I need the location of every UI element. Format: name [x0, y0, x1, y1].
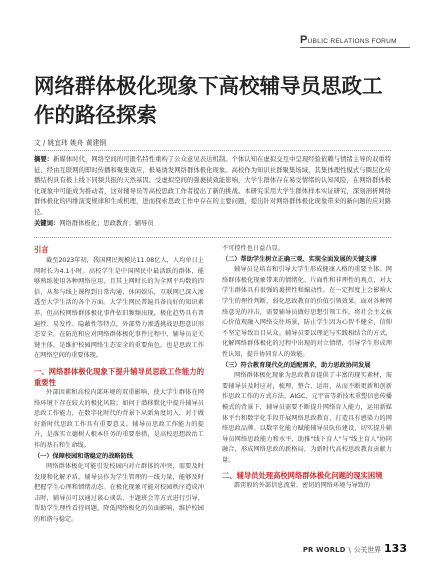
section-rest: UBLIC RELATIONS FORUM	[307, 38, 397, 45]
page-number: 133	[384, 542, 407, 555]
keywords: 网络群体极化；思政教育；辅导员	[59, 219, 154, 227]
subsection1-paragraph: 网络群体极化可能引发校园内对立群体的冲突，需要及时发现和化解矛盾。辅导员作为学生管理的一线力量，能够及时把握学生心理和情绪动态。在极化现象可能对校园秩序造成冲击时，辅导员可以通过谈心谈话、主题班会等方式进行引导，帮助学生理性看待问题，降低网络极化的负面影响，维护校园的和谐与稳定。	[34, 463, 204, 524]
abstract-bottom-rule	[34, 237, 391, 238]
abstract-text: 新媒体时代，网络空间的可匿名特性重构了公众意见表达机制。个体认知在虚拟交互中呈现经验依赖与情绪主导的双重特征，经由互联网的即时传播和聚集效应，极易诱发网络群体极化现象。高校作为知识社群聚集场域，其集体理性模式与圈层化传播结构具有极上线下同频共振的天然基因。受虚拟空间的强裹挟效能影响，大学生群体存在易受情绪的认知风险，在网络群体极化现象中可能成为推动者，这对辅导员等高校思政工作者提出了新的挑战。本研究采用大学生群体样本实证研究，深刻剖析网络群体极化的四维演变规律和生成机理，进而探索思政工作中存在的主要问题，提出针对网络群体极化现象带来的新问题的应对路径。	[34, 156, 392, 216]
section1-heading: 一、网络群体极化现象下提升辅导员思政工作能力的重要性	[34, 366, 204, 387]
intro-paragraph: 截至2023年初，我国网民规模达11.08亿人，人均单日上网时长为4.1小时。高校学生是中国网民中最活跃的群体，能够熟练使用各种网络应用，且其上网时长的为全网平均数的四倍，从参与线上课程到日常沟通、休闲娱乐，互联网已深入渗透至大学生活的各个方面。大学生网民普遍具备良好的知识素养，但高校网络群体极化事件依旧频频出现，极化趋势具有普遍性、易发性、隐蔽性等特点，外部势力渗透挑战思想意识形态安全，在防范和应对网络群体极化事件过程中，辅导员是关键主体，是维护校园网络生态安全的重要角色，也是思政工作在网络空间的重要体现。	[34, 257, 204, 360]
section2-paragraph: 霹雳般的外部信息流量、密切的网络环境与导致的	[234, 482, 371, 490]
intro-heading: 引言	[34, 245, 49, 254]
subsection2-heading: （二）帮助学生树立正确三观、实现全面发展的关键支撑	[222, 255, 377, 263]
section2-heading: 二、辅导员处理高校网络群体极化问题的现实困境	[222, 471, 383, 481]
running-header	[300, 34, 410, 46]
subsection1-heading: （一）保障校园和谐稳定的战略防线	[34, 452, 133, 460]
continued-paragraph: 不可控性也日益凸显。	[222, 245, 284, 252]
section1-paragraph: 外部因素和高校内部环境的双重影响，使大学生群体在网络环境下存在较大的极化风险。如何于潜移默化中提升辅导员思政工作能力，在数字化时代的背景下从新角度切入，对于做好新时代思政工作具有重要意义。辅导员思政工作能力的提升，是落实立德树人根本任务的重要举措，是高校思想政治工作的基石和生命线。	[34, 388, 204, 449]
magazine-cn-name: 公关世界	[353, 546, 382, 554]
abstract-top-rule	[34, 150, 391, 151]
article-title: 网络群体极化现象下高校辅导员思政工作的路径探索	[34, 74, 383, 127]
subsection3-heading: （三）符合教育现代化的适配需求，助力思政协同发展	[222, 361, 371, 369]
abstract-label: 摘要：	[34, 156, 54, 163]
section-label	[300, 34, 410, 46]
left-column	[34, 244, 204, 526]
subsection2-paragraph: 辅导员是培育和引导大学生形成健康人格的重要主体。网络群体极化现象带来的情绪化、片面性和非理性的观点，对大学生群体具有很强的裹挟性和煽动性。在一定程度上会影响大学生的理性判断，弱化思政教育的价值引领效果。面对各种网络意见的冲击，需要辅导员做好思想引领工作，将社会主义核心价值观融入网络交往场景，防止学生因为心智不健全、信仰不坚定导致盲目从众。辅导员要以理论与实践相结合的方式，化解网络群体极化的过程中出现的对立情绪，引导学生形成理性认知，提升协同育人的效能。	[222, 266, 392, 358]
page-footer	[303, 542, 407, 555]
subsection3-paragraph: 网络群体极化现象为思政教育提供了丰富的现实素材，需要辅导员及时应对，梳理、整合、运用，从而不断更新和创新作思政工作的方式方法。AIGC、元宇宙等新技术重塑信息传播模式的背景下，辅导员需要不断提升网络育人能力，运用新媒体平台和数字化手段开展网络思政教育，打造具有感染力的网络思政品牌。以数字化能力赋能辅导员队伍建设，切实提升辅导员网络思政能力和水平，助推"线下育人"与"线上育人"协同融合，形成网络思政的新格局，为新时代高校思政教育贡献力量。	[222, 372, 392, 464]
abstract	[34, 155, 391, 229]
header-rule	[300, 47, 410, 48]
magazine-name: PR WORLD	[302, 546, 346, 554]
footer-divider: \	[348, 546, 351, 554]
section-initial: P	[300, 34, 308, 46]
keywords-label: 关键词：	[34, 219, 60, 227]
article-author: 文 / 姚宜玮 姚舟 黄建钢	[34, 139, 107, 147]
right-column	[222, 244, 392, 492]
